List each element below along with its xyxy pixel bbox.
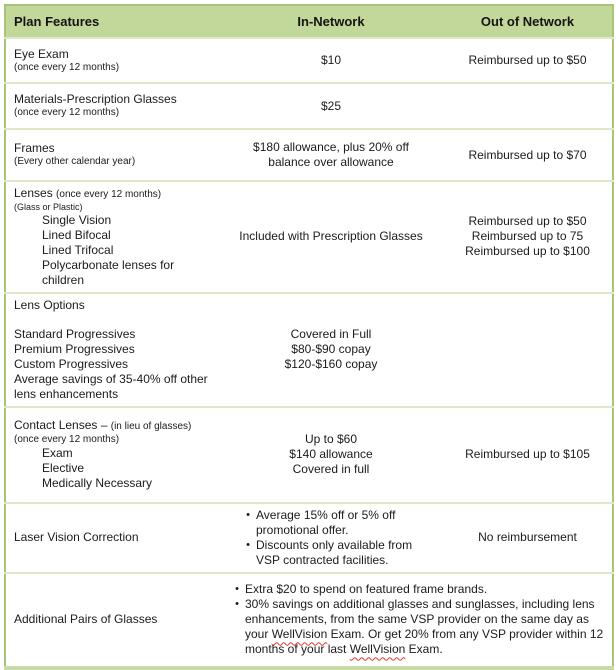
bullet-text: [245, 597, 606, 657]
row-additional-pairs: [5, 573, 613, 668]
contact-lenses-feature: [5, 407, 219, 503]
bullet-icon: •: [246, 538, 250, 551]
feature-title: Frames: [14, 141, 55, 156]
contact-lenses-out-of-network: Reimbursed up to $105: [465, 447, 590, 462]
bullet-text: Extra $20 to spend on featured frame brands.: [245, 582, 488, 597]
row-frames: [5, 129, 613, 181]
lens-options-out-of-network: [443, 293, 613, 407]
bullet-text: Discounts only available from VSP contracted facilities.: [256, 537, 413, 567]
allowance-line: Covered in full: [292, 462, 370, 477]
contact-lenses-in-network: [219, 407, 443, 503]
materials-in-network: $25: [320, 98, 342, 113]
list-item: Lined Trifocal: [42, 242, 114, 257]
bullet-text-segment: 30% savings on additional glasses and sunglasses, including lens enhancements, from the same VSP provider on the same day as your: [245, 597, 595, 642]
bullet-icon: •: [235, 598, 239, 611]
laser-feature: [5, 503, 219, 573]
list-item: Standard Progressives: [14, 326, 136, 341]
header-in-network: In-Network: [219, 5, 443, 38]
bullet-text-segment: Exam. Or get 20% from any VSP provider within 12 months of your last: [245, 627, 604, 657]
allowance-line: $140 allowance: [289, 447, 373, 462]
feature-title-line: [14, 418, 215, 434]
bullet-text-segment: Exam.: [405, 642, 443, 657]
frames-feature: [5, 129, 219, 181]
laser-out-of-network: No reimbursement: [478, 530, 577, 545]
list-item: Single Vision: [42, 212, 112, 227]
feature-frequency: (once every 12 months): [56, 189, 162, 200]
feature-title: Eye Exam: [14, 46, 69, 61]
row-contact-lenses: [5, 407, 613, 503]
lenses-feature: [5, 181, 219, 293]
feature-title: Lens Options: [14, 297, 85, 312]
additional-pairs-feature: [5, 573, 219, 668]
eye-exam-out-of-network: Reimbursed up to $50: [468, 53, 587, 67]
lenses-out-of-network: [443, 181, 613, 293]
feature-title: Contact Lenses –: [14, 418, 108, 433]
lenses-in-network: Included with Prescription Glasses: [239, 229, 423, 244]
lens-options-in-network: [219, 293, 443, 407]
feature-title: Lenses: [14, 186, 53, 200]
spellcheck-flagged-word: WellVision: [271, 627, 328, 642]
laser-bullet-list: [240, 508, 422, 568]
list-item: Premium Progressives: [14, 341, 135, 356]
row-eye-exam: [5, 38, 613, 83]
frames-in-network: [219, 129, 443, 181]
spellcheck-flagged-word: WellVision: [349, 642, 406, 657]
feature-note: (in lieu of glasses): [110, 421, 192, 433]
row-laser-vision: [5, 503, 613, 573]
reimbursement-line: Reimbursed up to $50: [468, 214, 587, 229]
materials-feature: [5, 83, 219, 129]
feature-material-note: (Glass or Plastic): [14, 201, 83, 212]
frames-in-network-text: $180 allowance, plus 20% off balance over allowance: [253, 140, 409, 169]
feature-title: Additional Pairs of Glasses: [14, 612, 158, 627]
list-item: Lined Bifocal: [42, 227, 111, 242]
feature-frequency: (once every 12 months): [14, 61, 120, 73]
row-lenses: [5, 181, 613, 293]
row-materials: [5, 83, 613, 129]
list-item: Average savings of 35-40% off other lens enhancements: [14, 371, 208, 401]
bullet-item: [229, 582, 606, 597]
additional-pairs-details: [219, 573, 613, 668]
reimbursement-line: Reimbursed up to 75: [471, 229, 584, 244]
row-lens-options: [5, 293, 613, 407]
feature-frequency: (once every 12 months): [14, 433, 120, 445]
bullet-item: [229, 597, 606, 657]
eye-exam-in-network: $10: [320, 53, 342, 67]
feature-frequency: (Every other calendar year): [14, 156, 136, 168]
plan-features-table: [4, 4, 614, 670]
eye-exam-feature: [5, 38, 219, 83]
feature-title-line: [14, 186, 215, 202]
lens-options-feature: [5, 293, 219, 407]
list-item: Medically Necessary: [42, 476, 153, 491]
bullet-item: [240, 508, 422, 538]
allowance-line: Up to $60: [304, 432, 358, 447]
feature-title: Materials-Prescription Glasses: [14, 92, 177, 107]
bullet-item: [240, 538, 422, 568]
copay-line: $120-$160 copay: [284, 357, 378, 372]
copay-line: $80-$90 copay: [291, 342, 371, 357]
header-out-of-network: Out of Network: [443, 5, 613, 38]
list-item: Exam: [42, 446, 73, 461]
feature-frequency: (once every 12 months): [14, 107, 120, 119]
reimbursement-line: Reimbursed up to $100: [465, 244, 590, 259]
feature-title: Laser Vision Correction: [14, 530, 139, 545]
table-header-row: [5, 5, 613, 38]
bullet-text: Average 15% off or 5% off promotional offer.: [256, 507, 396, 537]
list-item: Custom Progressives: [14, 356, 129, 371]
spacer: [14, 313, 215, 327]
laser-in-network: [219, 503, 443, 573]
bullet-icon: •: [235, 583, 239, 596]
header-plan-features: Plan Features: [5, 5, 219, 38]
bullet-icon: •: [246, 508, 250, 521]
list-item: Elective: [42, 461, 85, 476]
materials-out-of-network: [443, 83, 613, 129]
additional-bullet-list: [225, 582, 606, 657]
copay-line: Covered in Full: [290, 327, 372, 342]
list-item: Polycarbonate lenses for children: [42, 257, 175, 287]
frames-out-of-network: Reimbursed up to $70: [468, 147, 587, 162]
